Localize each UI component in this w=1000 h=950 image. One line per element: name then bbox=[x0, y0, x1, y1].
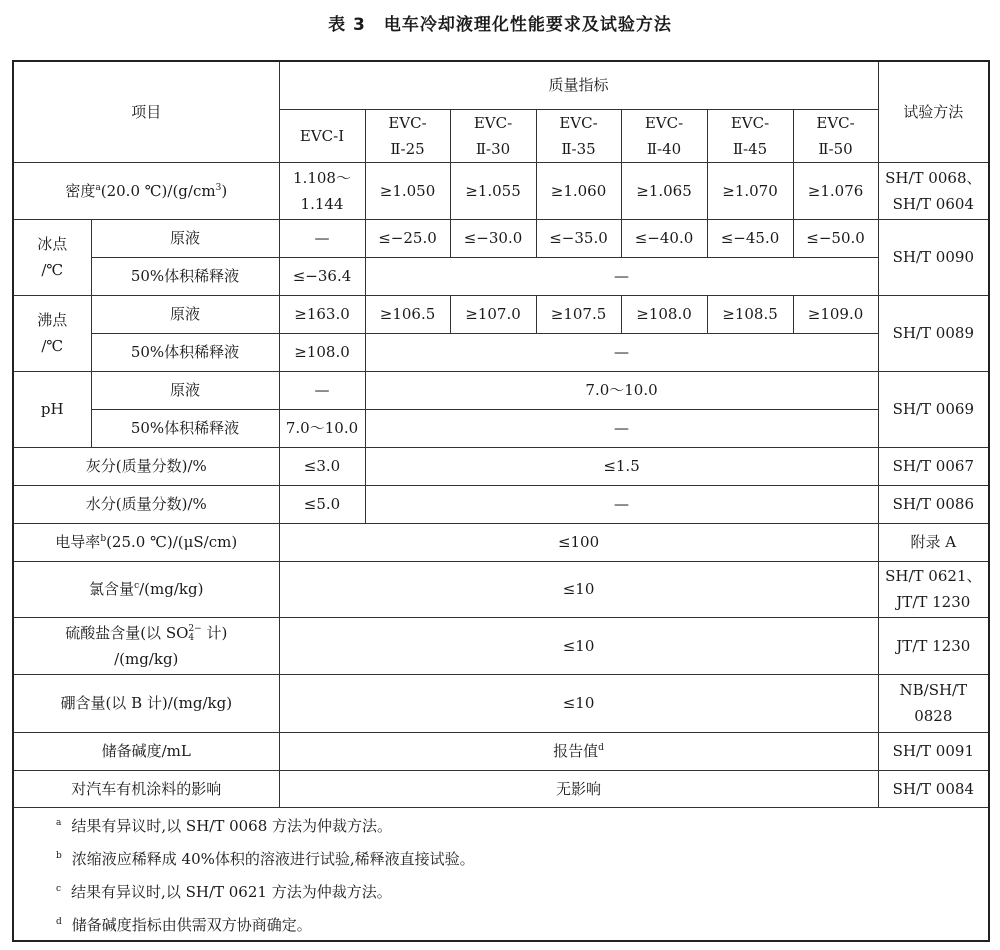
cell: ≤−45.0 bbox=[707, 219, 793, 257]
cell: 无影响 bbox=[279, 770, 878, 807]
sub-label: 原液 bbox=[91, 295, 279, 333]
table-title: 表 3 电车冷却液理化性能要求及试验方法 bbox=[328, 15, 672, 35]
row-freeze-raw bbox=[13, 219, 989, 257]
row-boron bbox=[13, 674, 989, 732]
water-label: 水分(质量分数)/% bbox=[13, 485, 279, 523]
grade-header: EVC-Ⅰ bbox=[279, 109, 365, 162]
header-method: 试验方法 bbox=[878, 61, 989, 162]
row-reserve bbox=[13, 732, 989, 770]
cell: 7.0～10.0 bbox=[365, 371, 878, 409]
freeze-method: SH/T 0090 bbox=[878, 219, 989, 295]
header-item: 项目 bbox=[13, 61, 279, 162]
grade-header: EVC- Ⅱ-40 bbox=[621, 109, 707, 162]
boil-method: SH/T 0089 bbox=[878, 295, 989, 371]
boron-label: 硼含量(以 B 计)/(mg/kg) bbox=[13, 674, 279, 732]
chlor-label: 氯含量$^c$/(mg/kg) bbox=[13, 561, 279, 617]
cell: — bbox=[365, 333, 878, 371]
reserve-method: SH/T 0091 bbox=[878, 732, 989, 770]
grade-header: EVC- Ⅱ-30 bbox=[450, 109, 536, 162]
cond-label: 电导率$^b$(25.0 ℃)/(μS/cm) bbox=[13, 523, 279, 561]
sub-label: 50%体积稀释液 bbox=[91, 257, 279, 295]
cell: ≥1.050 bbox=[365, 162, 450, 219]
row-sulfate bbox=[13, 617, 989, 674]
cell: ≤−30.0 bbox=[450, 219, 536, 257]
boron-method: NB/SH/T 0828 bbox=[878, 674, 989, 732]
sub-label: 50%体积稀释液 bbox=[91, 409, 279, 447]
cell: — bbox=[279, 371, 365, 409]
cell: ≥1.060 bbox=[536, 162, 621, 219]
cell: ≥1.076 bbox=[793, 162, 878, 219]
row-ph-dil bbox=[13, 409, 989, 447]
cell: ≥108.0 bbox=[279, 333, 365, 371]
footnote: $^a$ 结果有异议时,以 SH/T 0068 方法为仲裁方法。 bbox=[56, 816, 393, 835]
sulf-method: JT/T 1230 bbox=[878, 617, 989, 674]
sub-label: 原液 bbox=[91, 371, 279, 409]
cell: ≥1.070 bbox=[707, 162, 793, 219]
properties-table bbox=[12, 60, 990, 942]
density-method: SH/T 0068、 SH/T 0604 bbox=[878, 162, 989, 219]
cell: ≤3.0 bbox=[279, 447, 365, 485]
row-density bbox=[13, 162, 989, 219]
cell: ≤1.5 bbox=[365, 447, 878, 485]
coating-method: SH/T 0084 bbox=[878, 770, 989, 807]
ph-method: SH/T 0069 bbox=[878, 371, 989, 447]
cell: ≤−50.0 bbox=[793, 219, 878, 257]
cell: ≤5.0 bbox=[279, 485, 365, 523]
cell: ≤10 bbox=[279, 561, 878, 617]
row-water bbox=[13, 485, 989, 523]
boil-label: 沸点 /℃ bbox=[13, 295, 91, 371]
footnote: $^b$ 浓缩液应稀释成 40%体积的溶液进行试验,稀释液直接试验。 bbox=[56, 849, 475, 868]
cell: ≤−35.0 bbox=[536, 219, 621, 257]
row-ash bbox=[13, 447, 989, 485]
ph-label: pH bbox=[13, 371, 91, 447]
freeze-label: 冰点 /℃ bbox=[13, 219, 91, 295]
density-v1: 1.108～ 1.144 bbox=[279, 162, 365, 219]
footnote: $^d$ 储备碱度指标由供需双方协商确定。 bbox=[56, 915, 312, 934]
footnote: $^c$ 结果有异议时,以 SH/T 0621 方法为仲裁方法。 bbox=[56, 882, 392, 901]
cell: — bbox=[365, 485, 878, 523]
cell: ≤−25.0 bbox=[365, 219, 450, 257]
chlor-method: SH/T 0621、 JT/T 1230 bbox=[878, 561, 989, 617]
cell: ≥106.5 bbox=[365, 295, 450, 333]
cond-method: 附录 A bbox=[878, 523, 989, 561]
water-method: SH/T 0086 bbox=[878, 485, 989, 523]
cell: ≤10 bbox=[279, 617, 878, 674]
cell: ≤−40.0 bbox=[621, 219, 707, 257]
cell: ≤−36.4 bbox=[279, 257, 365, 295]
cell: ≥109.0 bbox=[793, 295, 878, 333]
cell: ≤100 bbox=[279, 523, 878, 561]
grade-header: EVC- Ⅱ-50 bbox=[793, 109, 878, 162]
cell: — bbox=[279, 219, 365, 257]
cell: 报告值$^d$ bbox=[279, 732, 878, 770]
sulf-label: 硫酸盐含量(以 SO2− 4 计) /(mg/kg) bbox=[13, 617, 279, 674]
footnotes-row bbox=[13, 807, 989, 941]
footnotes bbox=[13, 807, 989, 941]
sub-label: 50%体积稀释液 bbox=[91, 333, 279, 371]
coating-label: 对汽车有机涂料的影响 bbox=[13, 770, 279, 807]
row-boil-dil bbox=[13, 333, 989, 371]
row-coating bbox=[13, 770, 989, 807]
cell: ≥108.0 bbox=[621, 295, 707, 333]
cell: 7.0～10.0 bbox=[279, 409, 365, 447]
cell: ≥107.5 bbox=[536, 295, 621, 333]
grade-header: EVC- Ⅱ-35 bbox=[536, 109, 621, 162]
row-chloride bbox=[13, 561, 989, 617]
grade-header: EVC- Ⅱ-25 bbox=[365, 109, 450, 162]
cell: ≥1.055 bbox=[450, 162, 536, 219]
cell: ≤10 bbox=[279, 674, 878, 732]
row-boil-raw bbox=[13, 295, 989, 333]
cell: — bbox=[365, 257, 878, 295]
cell: ≥108.5 bbox=[707, 295, 793, 333]
ash-method: SH/T 0067 bbox=[878, 447, 989, 485]
cell: ≥1.065 bbox=[621, 162, 707, 219]
reserve-label: 储备碱度/mL bbox=[13, 732, 279, 770]
sub-label: 原液 bbox=[91, 219, 279, 257]
row-conductivity bbox=[13, 523, 989, 561]
cell: ≥163.0 bbox=[279, 295, 365, 333]
cell: — bbox=[365, 409, 878, 447]
row-ph-raw bbox=[13, 371, 989, 409]
cell: ≥107.0 bbox=[450, 295, 536, 333]
grade-header: EVC- Ⅱ-45 bbox=[707, 109, 793, 162]
header-quality: 质量指标 bbox=[279, 61, 878, 109]
density-label: 密度$^a$(20.0 $℃)/(g/cm^3)$ bbox=[13, 162, 279, 219]
ash-label: 灰分(质量分数)/% bbox=[13, 447, 279, 485]
row-freeze-dil bbox=[13, 257, 989, 295]
